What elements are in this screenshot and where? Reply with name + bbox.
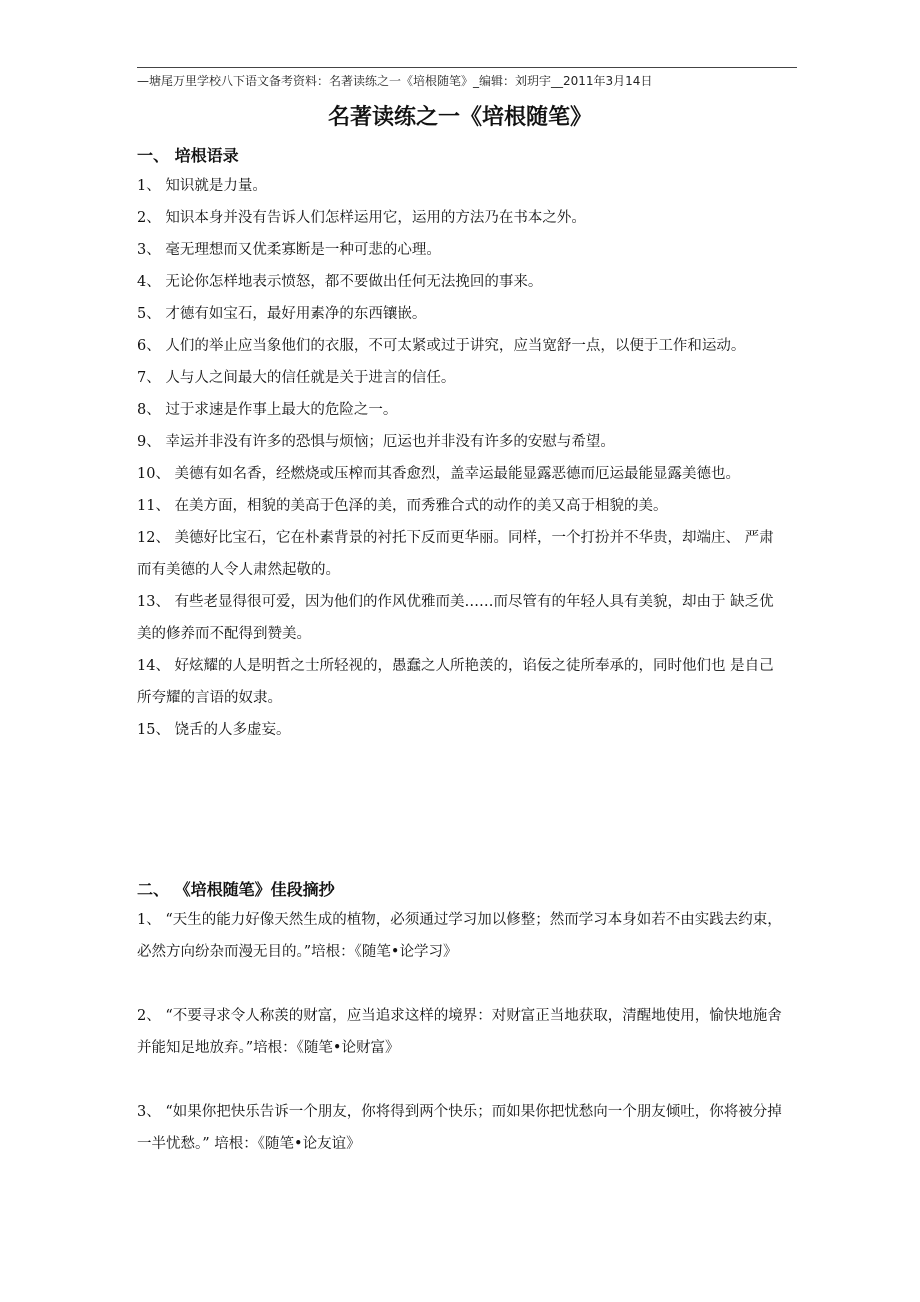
- quotes-list: [137, 170, 787, 746]
- header-rule: [137, 67, 797, 68]
- section-heading-quotes: 一、 培根语录: [137, 146, 239, 165]
- list-item: 3、 “如果你把快乐告诉一个朋友，你将得到两个快乐；而如果你把忧愁向一个朋友倾吐，你将被分掉一半忧愁。” 培根：《随笔•论友谊》: [137, 1104, 782, 1152]
- list-item: 1、 “天生的能力好像天然生成的植物，必须通过学习加以修整；然而学习本身如若不由实践去约束，必然方向纷杂而漫无目的。”培根：《随笔•论学习》: [137, 912, 782, 960]
- list-item: 15、 饶舌的人多虚妄。: [137, 722, 291, 738]
- list-item: 4、 无论你怎样地表示愤怒，都不要做出任何无法挽回的事来。: [137, 274, 543, 290]
- list-item: 1、 知识就是力量。: [137, 178, 267, 194]
- list-item: 3、 毫无理想而又优柔寡断是一种可悲的心理。: [137, 242, 441, 258]
- list-item: 5、 才德有如宝石，最好用素净的东西镶嵌。: [137, 306, 427, 322]
- list-item: 14、 好炫耀的人是明哲之士所轻视的，愚蠢之人所艳羡的，谄佞之徒所奉承的，同时他们也 是自己所夸耀的言语的奴隶。: [137, 658, 774, 706]
- excerpts-list: [137, 904, 787, 1192]
- section-heading-excerpts: 二、 《培根随笔》佳段摘抄: [137, 880, 335, 899]
- list-item: 12、 美德好比宝石，它在朴素背景的衬托下反而更华丽。同样，一个打扮并不华贵，却端庄、 严肃而有美德的人令人肃然起敬的。: [137, 530, 774, 578]
- list-item: 2、 知识本身并没有告诉人们怎样运用它，运用的方法乃在书本之外。: [137, 210, 586, 226]
- list-item: 2、 “不要寻求令人称羡的财富，应当追求这样的境界：对财富正当地获取，清醒地使用，愉快地施舍并能知足地放弃。”培根：《随笔•论财富》: [137, 1008, 782, 1056]
- list-item: 8、 过于求速是作事上最大的危险之一。: [137, 402, 398, 418]
- list-item: 7、 人与人之间最大的信任就是关于进言的信任。: [137, 370, 456, 386]
- document-title: 名著读练之一《培根随笔》: [327, 105, 592, 130]
- list-item: 13、 有些老显得很可爱，因为他们的作风优雅而美……而尽管有的年轻人具有美貌，却由于 缺乏优美的修养而不配得到赞美。: [137, 594, 774, 642]
- list-item: 11、 在美方面，相貌的美高于色泽的美，而秀雅合式的动作的美又高于相貌的美。: [137, 498, 668, 514]
- list-item: 9、 幸运并非没有许多的恐惧与烦恼；厄运也并非没有许多的安慰与希望。: [137, 434, 615, 450]
- running-header: —塘尾万里学校八下语文备考资料：名著读练之一《培根随笔》_编辑：刘玥宇__2011年3月14日: [137, 74, 653, 88]
- list-item: 6、 人们的举止应当象他们的衣服，不可太紧或过于讲究，应当宽舒一点，以便于工作和运动。: [137, 338, 746, 354]
- list-item: 10、 美德有如名香，经燃烧或压榨而其香愈烈，盖幸运最能显露恶德而厄运最能显露美德也。: [137, 466, 741, 482]
